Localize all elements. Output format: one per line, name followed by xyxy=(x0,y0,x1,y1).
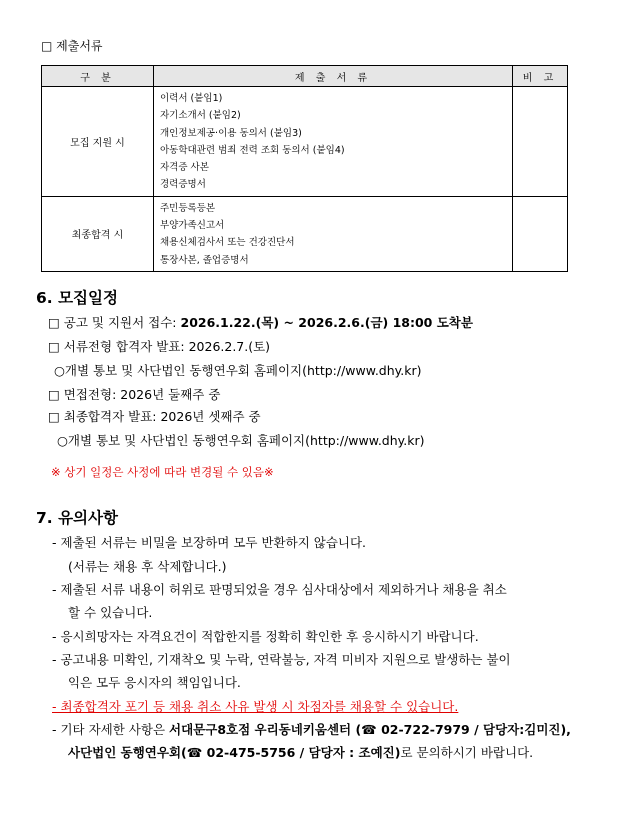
document-item: 아동학대관련 범죄 전력 조회 동의서 (붙임4) xyxy=(160,144,345,156)
note-item: - 제출된 서류는 비밀을 보장하며 모두 반환하지 않습니다. xyxy=(52,535,367,550)
document-item: 채용신체검사서 또는 건강진단서 xyxy=(160,237,295,249)
application-dates: 2026.1.22.(목) ~ 2026.2.6.(금) 18:00 도착분 xyxy=(180,315,473,330)
note-item-contact xyxy=(52,720,571,738)
schedule-notice-2: ○개별 통보 및 사단법인 동행연우회 홈페이지(http://www.dhy.kr) xyxy=(57,433,425,448)
header-category: 구 분 xyxy=(42,66,154,87)
application-label: □ 공고 및 지원서 접수: xyxy=(48,315,181,330)
note-item-cont: (서류는 채용 후 삭제합니다.) xyxy=(68,559,227,574)
schedule-notice-1: ○개별 통보 및 사단법인 동행연우회 홈페이지(http://www.dhy.kr) xyxy=(54,363,422,378)
contact-outro: 로 문의하시기 바랍니다. xyxy=(400,745,534,760)
document-item: 주민등록등본 xyxy=(160,202,216,214)
row-remarks xyxy=(513,196,568,271)
schedule-application-period xyxy=(48,313,473,331)
note-item: - 제출된 서류 내용이 허위로 판명되었을 경우 심사대상에서 제외하거나 채용을 취소 xyxy=(52,582,507,597)
schedule-change-notice: ※ 상기 일정은 사정에 따라 변경될 수 있음※ xyxy=(51,465,274,479)
note-item: - 공고내용 미확인, 기재착오 및 누락, 연락불능, 자격 미비자 지원으로 발생하는 불이 xyxy=(52,652,511,667)
schedule-document-results: □ 서류전형 합격자 발표: 2026.2.7.(토) xyxy=(48,339,271,354)
table-header-row xyxy=(42,66,568,87)
schedule-interview: □ 면접전형: 2026년 둘째주 중 xyxy=(48,387,221,402)
note-item-contact-cont xyxy=(68,743,533,761)
row-documents xyxy=(154,87,513,197)
submission-heading: □ 제출서류 xyxy=(41,39,103,53)
document-item: 경력증명서 xyxy=(160,179,206,191)
note-item-warning: - 최종합격자 포기 등 채용 취소 사유 발생 시 차점자를 채용할 수 있습니다. xyxy=(52,699,459,714)
schedule-title: 6. 모집일정 xyxy=(36,289,118,307)
notes-title: 7. 유의사항 xyxy=(36,509,118,527)
table-row xyxy=(42,196,568,271)
row-category: 최종합격 시 xyxy=(42,196,154,271)
note-item-cont: 할 수 있습니다. xyxy=(68,605,153,620)
table-row xyxy=(42,87,568,197)
contact-association: 사단법인 동행연우회(☎ 02-475-5756 / 담당자 : 조예진) xyxy=(68,745,401,760)
note-item: - 응시희망자는 자격요건이 적합한지를 정확히 확인한 후 응시하시기 바랍니다. xyxy=(52,629,479,644)
header-documents: 제 출 서 류 xyxy=(154,66,513,87)
document-item: 부양가족신고서 xyxy=(160,220,225,232)
documents-table xyxy=(41,65,568,272)
row-documents xyxy=(154,196,513,271)
contact-intro: - 기타 자세한 사항은 xyxy=(52,722,170,737)
document-item: 이력서 (붙임1) xyxy=(160,93,223,104)
contact-center: 서대문구8호점 우리동네키움센터 (☎ 02-722-7979 / 담당자:김미진), xyxy=(169,722,571,737)
note-item-cont: 익은 모두 응시자의 책임입니다. xyxy=(68,675,241,690)
schedule-final-results: □ 최종합격자 발표: 2026년 셋째주 중 xyxy=(48,409,261,424)
row-category: 모집 지원 시 xyxy=(42,87,154,197)
document-item: 자기소개서 (붙임2) xyxy=(160,110,241,122)
document-item: 통장사본, 졸업증명서 xyxy=(160,254,249,266)
row-remarks xyxy=(513,87,568,197)
document-item: 개인정보제공·이용 동의서 (붙임3) xyxy=(160,127,302,139)
document-item: 자격증 사본 xyxy=(160,162,209,174)
header-remarks: 비 고 xyxy=(513,66,568,87)
